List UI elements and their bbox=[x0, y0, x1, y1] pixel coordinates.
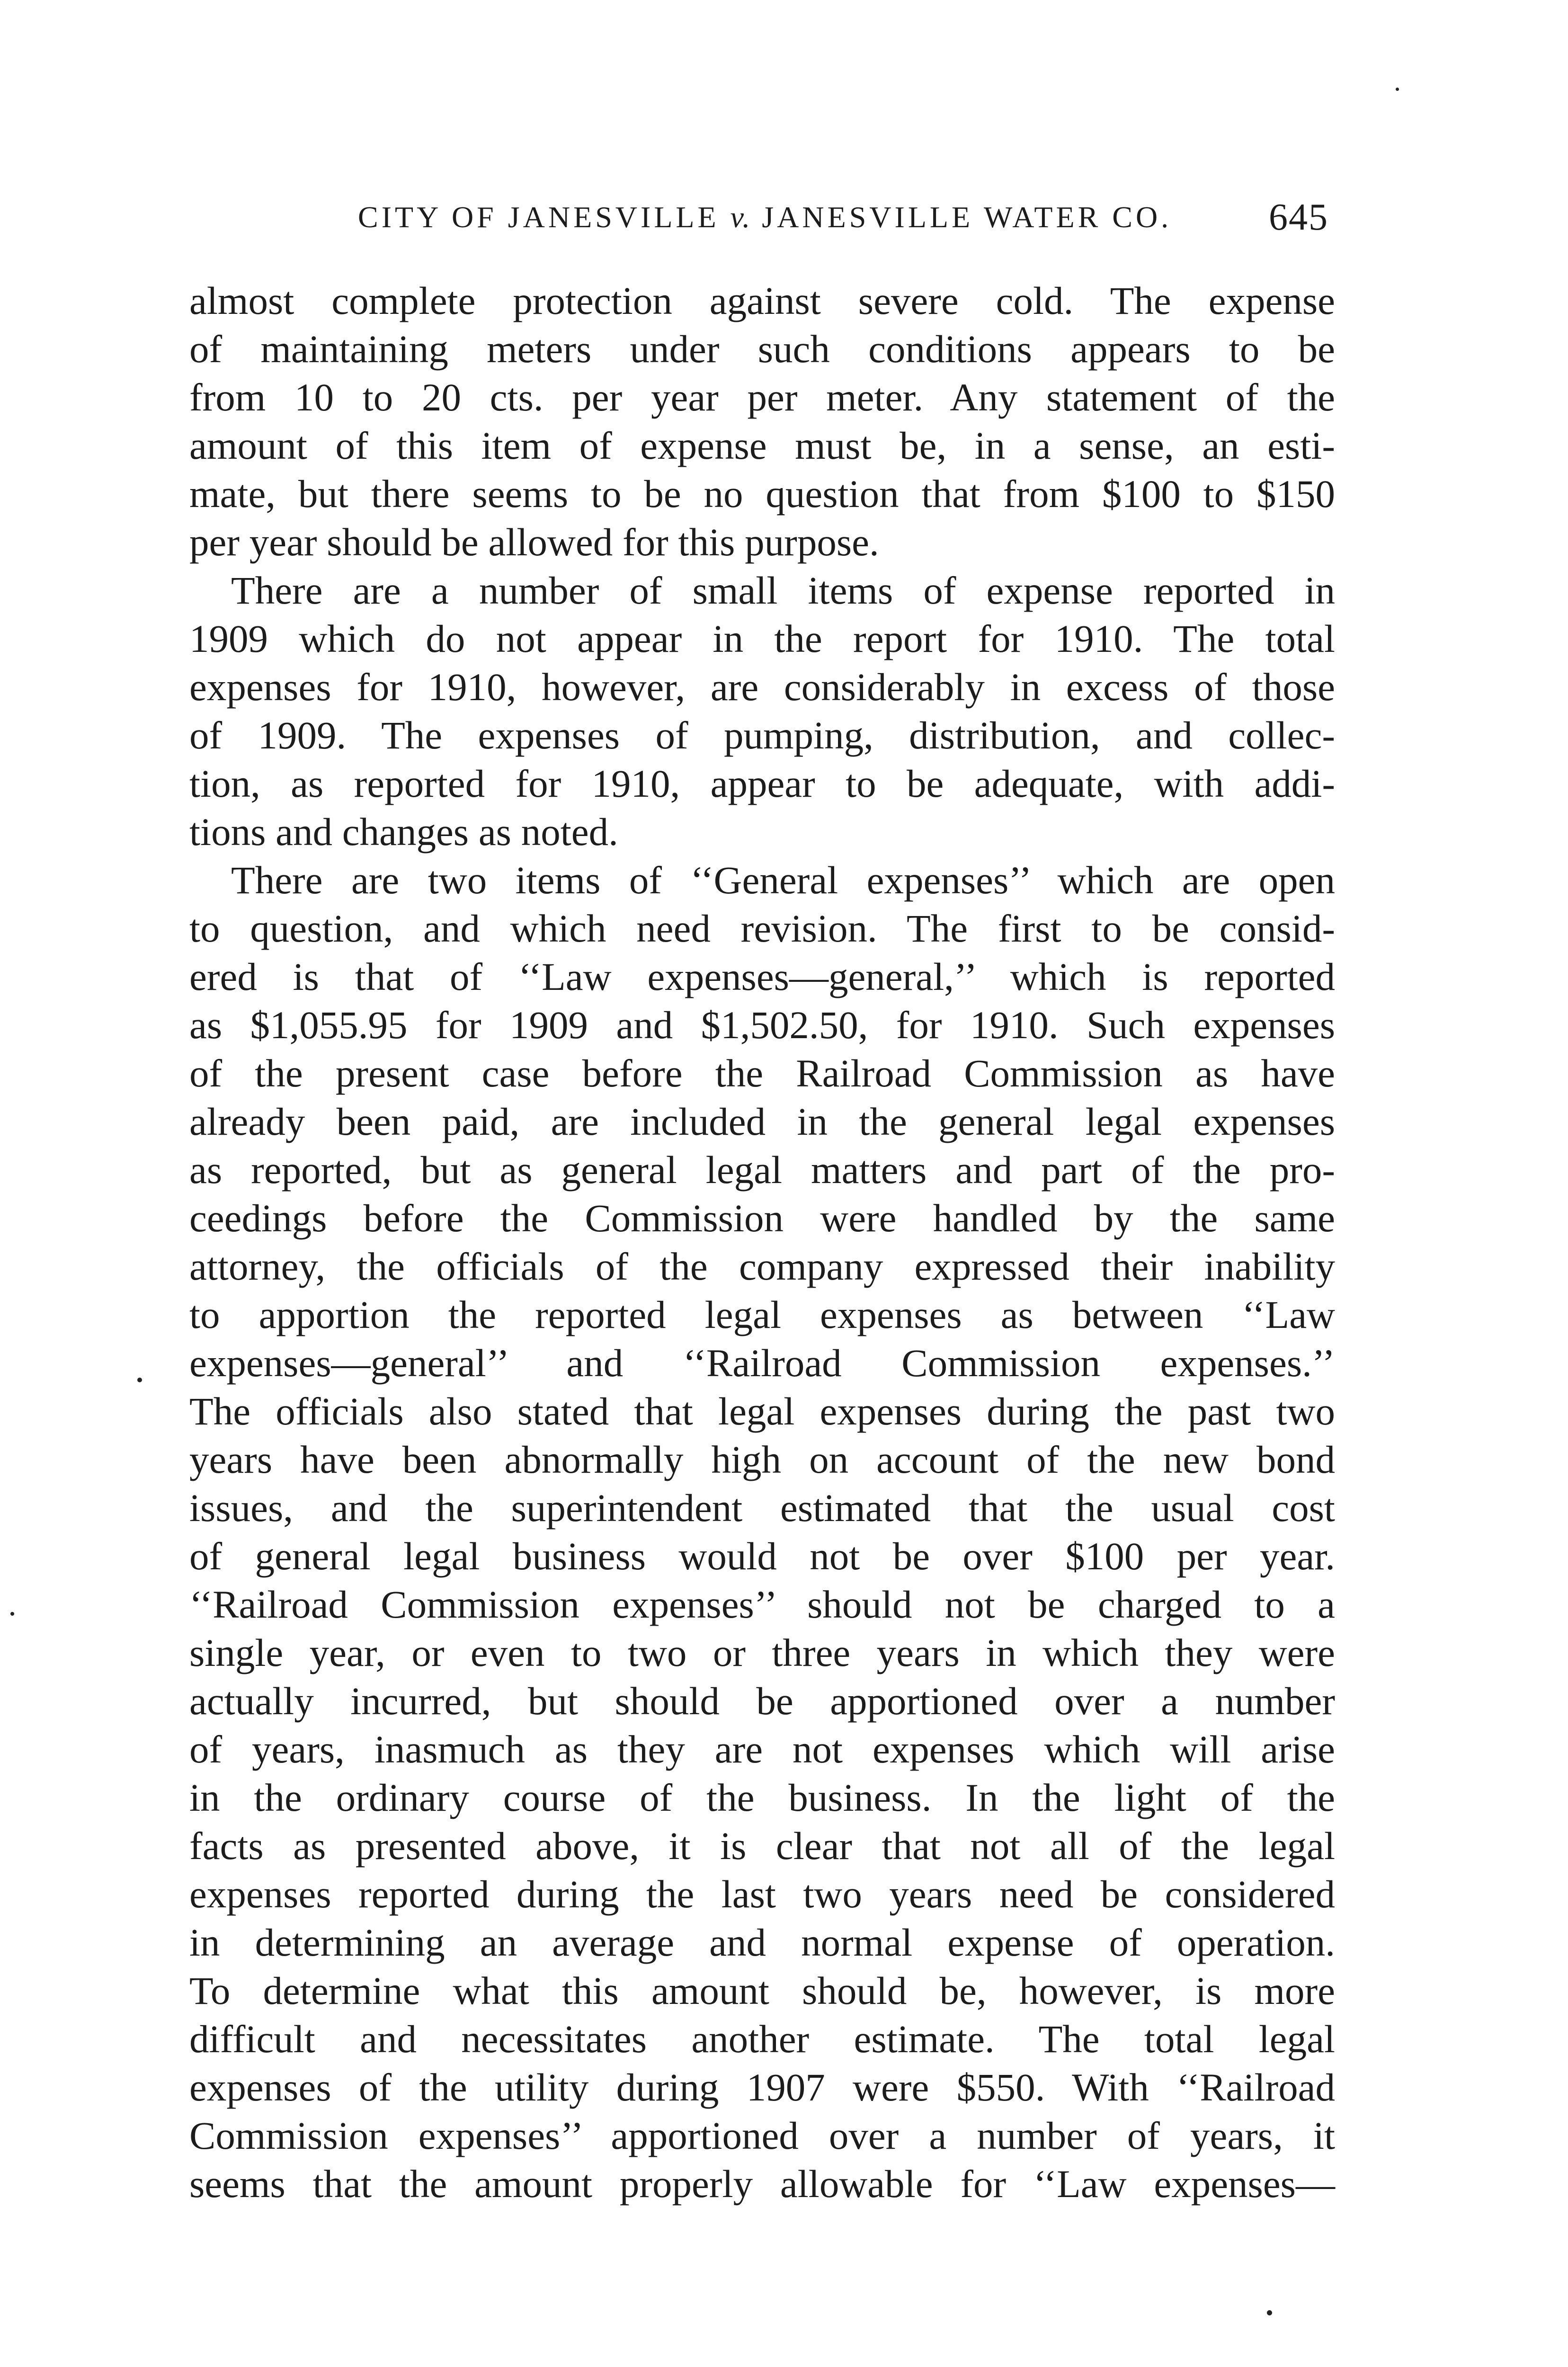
page-header bbox=[189, 189, 1335, 246]
text-line: expenses of the utility during 1907 were $550. With ‘‘Railroad bbox=[189, 2065, 1335, 2109]
text-line: expenses for 1910, however, are considerably in excess of those bbox=[189, 665, 1335, 709]
text-line: ered is that of ‘‘Law expenses—general,’’ which is reported bbox=[189, 955, 1335, 998]
text-line: mate, but there seems to be no question that from $100 to $150 bbox=[189, 472, 1335, 516]
text-line: issues, and the superintendent estimated that the usual cost bbox=[189, 1486, 1335, 1530]
text-line: in determining an average and normal expense of operation. bbox=[189, 1921, 1335, 1964]
paragraph-first-line: There are a number of small items of expense reported in bbox=[231, 569, 1335, 612]
text-line: tion, as reported for 1910, appear to be adequate, with addi- bbox=[189, 762, 1335, 805]
text-line: expenses—general’’ and ‘‘Railroad Commission expenses.’’ bbox=[189, 1341, 1335, 1385]
running-head-left: CITY OF JANESVILLE bbox=[358, 200, 720, 234]
text-line: already been paid, are included in the general legal expenses bbox=[189, 1100, 1335, 1143]
scan-speck bbox=[1396, 88, 1399, 91]
text-line: to apportion the reported legal expenses as between ‘‘Law bbox=[189, 1293, 1335, 1336]
text-line: of general legal business would not be over $100 per year. bbox=[189, 1534, 1335, 1578]
text-line: difficult and necessitates another estimate. The total legal bbox=[189, 2017, 1335, 2061]
text-line: almost complete protection against severe cold. The expense bbox=[189, 279, 1335, 322]
text-line: tions and changes as noted. bbox=[189, 810, 618, 854]
text-line: to question, and which need revision. The first to be consid- bbox=[189, 907, 1335, 950]
running-head-versus: v. bbox=[730, 200, 751, 234]
text-line: amount of this item of expense must be, in a sense, an esti- bbox=[189, 424, 1335, 467]
body-text bbox=[189, 276, 1335, 2208]
text-line: years have been abnormally high on account of the new bond bbox=[189, 1438, 1335, 1481]
running-head bbox=[358, 200, 1172, 235]
text-line: of 1909. The expenses of pumping, distribution, and collec- bbox=[189, 713, 1335, 757]
scan-speck bbox=[10, 1612, 14, 1616]
page-number: 645 bbox=[1269, 196, 1328, 238]
text-line: attorney, the officials of the company expressed their inability bbox=[189, 1245, 1335, 1288]
text-line: expenses reported during the last two years need be considered bbox=[189, 1872, 1335, 1916]
text-line: 1909 which do not appear in the report for 1910. The total bbox=[189, 617, 1335, 660]
text-line: To determine what this amount should be, however, is more bbox=[189, 1969, 1335, 2012]
scan-speck bbox=[137, 1378, 142, 1382]
text-line: ceedings before the Commission were handled by the same bbox=[189, 1196, 1335, 1240]
running-head-right: JANESVILLE WATER CO. bbox=[762, 200, 1172, 234]
text-line: facts as presented above, it is clear that not all of the legal bbox=[189, 1824, 1335, 1868]
text-line: as $1,055.95 for 1909 and $1,502.50, for 1910. Such expenses bbox=[189, 1003, 1335, 1047]
text-line: of maintaining meters under such conditions appears to be bbox=[189, 327, 1335, 371]
text-line: The officials also stated that legal expenses during the past two bbox=[189, 1389, 1335, 1433]
text-line: per year should be allowed for this purpose. bbox=[189, 520, 879, 564]
text-line: from 10 to 20 cts. per year per meter. Any statement of the bbox=[189, 375, 1335, 419]
text-line: of the present case before the Railroad Commission as have bbox=[189, 1051, 1335, 1095]
text-line: actually incurred, but should be apportioned over a number bbox=[189, 1679, 1335, 1723]
text-line: Commission expenses’’ apportioned over a number of years, it bbox=[189, 2114, 1335, 2157]
paragraph-first-line: There are two items of ‘‘General expenses’’ which are open bbox=[231, 858, 1335, 902]
text-line: of years, inasmuch as they are not expenses which will arise bbox=[189, 1727, 1335, 1771]
text-line: single year, or even to two or three years in which they were bbox=[189, 1631, 1335, 1674]
text-line: ‘‘Railroad Commission expenses’’ should not be charged to a bbox=[189, 1583, 1335, 1626]
text-line: as reported, but as general legal matters and part of the pro- bbox=[189, 1148, 1335, 1192]
scan-speck bbox=[1267, 2310, 1272, 2315]
text-line: in the ordinary course of the business. In the light of the bbox=[189, 1776, 1335, 1819]
text-line: seems that the amount properly allowable for ‘‘Law expenses— bbox=[189, 2162, 1335, 2206]
